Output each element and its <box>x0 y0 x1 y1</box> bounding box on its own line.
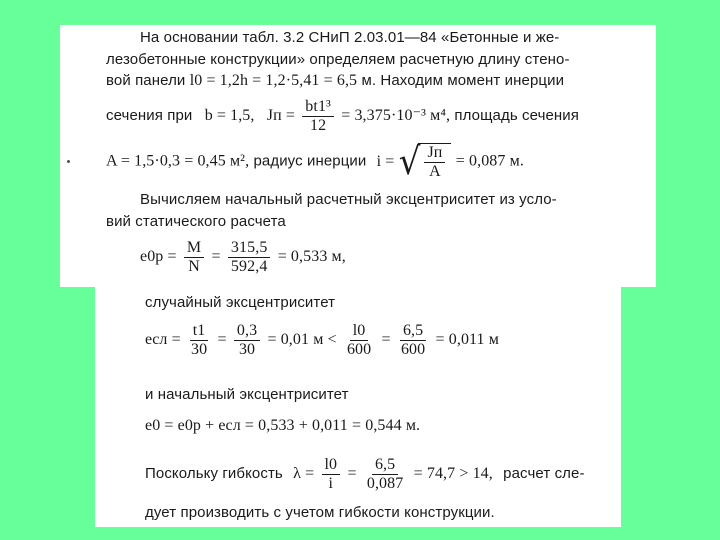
scan-speck <box>67 160 70 163</box>
fraction-denominator: N <box>188 257 200 275</box>
text-line: Вычисляем начальный расчетный эксцентриситет из усло- <box>140 191 557 208</box>
radical-sign: √ <box>398 139 421 184</box>
fraction-numerator: Jп <box>424 144 445 163</box>
fraction-numerator: l0 <box>350 322 369 341</box>
fraction-denominator: i <box>328 474 334 492</box>
fraction-numerator: 6,5 <box>372 456 398 475</box>
equals-sign: = <box>381 331 391 349</box>
fraction-numerator: bt1³ <box>302 98 334 117</box>
formula-J-lhs: Jп = <box>266 107 296 125</box>
radicand <box>418 143 451 180</box>
fraction-denominator: 592,4 <box>230 257 268 275</box>
formula-b: b = 1,5, <box>204 107 255 125</box>
text-fragment: вой панели <box>106 72 186 89</box>
fraction-numerator: 315,5 <box>228 239 271 258</box>
formula-area: A = 1,5·0,3 = 0,45 м², <box>106 152 250 170</box>
formula-lambda-rhs: = 74,7 > 14, <box>413 465 493 483</box>
formula-e0p-rhs: = 0,533 м, <box>277 248 346 266</box>
fraction-denominator: 0,087 <box>366 474 404 492</box>
formula-e0: e0 = e0p + eсл = 0,533 + 0,011 = 0,544 м. <box>145 417 421 434</box>
text-fragment: сечения при <box>106 107 193 125</box>
fraction-denominator: 600 <box>400 340 426 358</box>
text-fragment: радиус инерции <box>253 152 367 170</box>
fraction <box>322 456 341 492</box>
formula-line <box>145 322 499 358</box>
text-line <box>145 456 585 492</box>
fraction <box>364 456 407 492</box>
fraction-numerator: 0,3 <box>234 322 260 341</box>
fraction <box>398 322 428 358</box>
equals-sign: = <box>347 465 357 483</box>
fraction <box>234 322 260 358</box>
text-fragment: Поскольку гибкость <box>145 465 283 483</box>
formula-e0p-lhs: e0p = <box>140 248 177 266</box>
fraction-J <box>302 98 334 134</box>
fraction <box>344 322 374 358</box>
page-scan-bottom <box>95 286 621 527</box>
text-fragment: расчет сле- <box>503 465 585 483</box>
text-fragment: площадь сечения <box>454 107 580 125</box>
fraction-denominator: A <box>429 162 441 180</box>
sqrt-expression <box>398 139 452 184</box>
fraction-denominator: 30 <box>191 340 208 358</box>
fraction <box>184 239 204 275</box>
text-line <box>106 139 524 184</box>
fraction-numerator: t1 <box>190 322 209 341</box>
equals-sign: = <box>217 331 227 349</box>
text-line <box>106 98 579 134</box>
fraction-numerator: l0 <box>322 456 341 475</box>
text-line: вий статического расчета <box>106 213 286 230</box>
text-fragment: м. Находим момент инерции <box>361 72 565 89</box>
formula-line <box>140 239 346 275</box>
text-line: лезобетонные конструкции» определяем расчетную длину стено- <box>106 51 570 68</box>
formula-J-rhs: = 3,375·10⁻³ м⁴, <box>341 107 451 125</box>
fraction-denominator: 600 <box>346 340 372 358</box>
fraction-i <box>424 144 445 180</box>
fraction-denominator: 12 <box>310 116 327 134</box>
formula-lambda-lhs: λ = <box>293 465 315 483</box>
formula-ecl-lhs: eсл = <box>145 331 181 349</box>
text-line: На основании табл. 3.2 СНиП 2.03.01—84 «Бетонные и же- <box>140 29 560 46</box>
page-scan-top <box>60 25 656 287</box>
fraction-denominator: 30 <box>238 340 256 358</box>
text-line <box>106 72 564 90</box>
formula-l0: l0 = 1,2h = 1,2·5,41 = 6,5 <box>189 72 358 89</box>
formula-ecl-rhs: = 0,011 м <box>435 331 499 349</box>
formula-i-lhs: i = <box>376 152 395 170</box>
fraction <box>188 322 210 358</box>
formula-i-rhs: = 0,087 м. <box>455 152 524 170</box>
fraction-numerator: M <box>184 239 204 258</box>
text-line: и начальный эксцентриситет <box>145 386 349 403</box>
equals-sign: = <box>211 248 221 266</box>
fraction <box>228 239 271 275</box>
text-line: случайный эксцентриситет <box>145 294 336 311</box>
formula-ecl-mid: = 0,01 м < <box>267 331 337 349</box>
text-line: дует производить с учетом гибкости конструкции. <box>145 504 495 521</box>
fraction-numerator: 6,5 <box>400 322 426 341</box>
